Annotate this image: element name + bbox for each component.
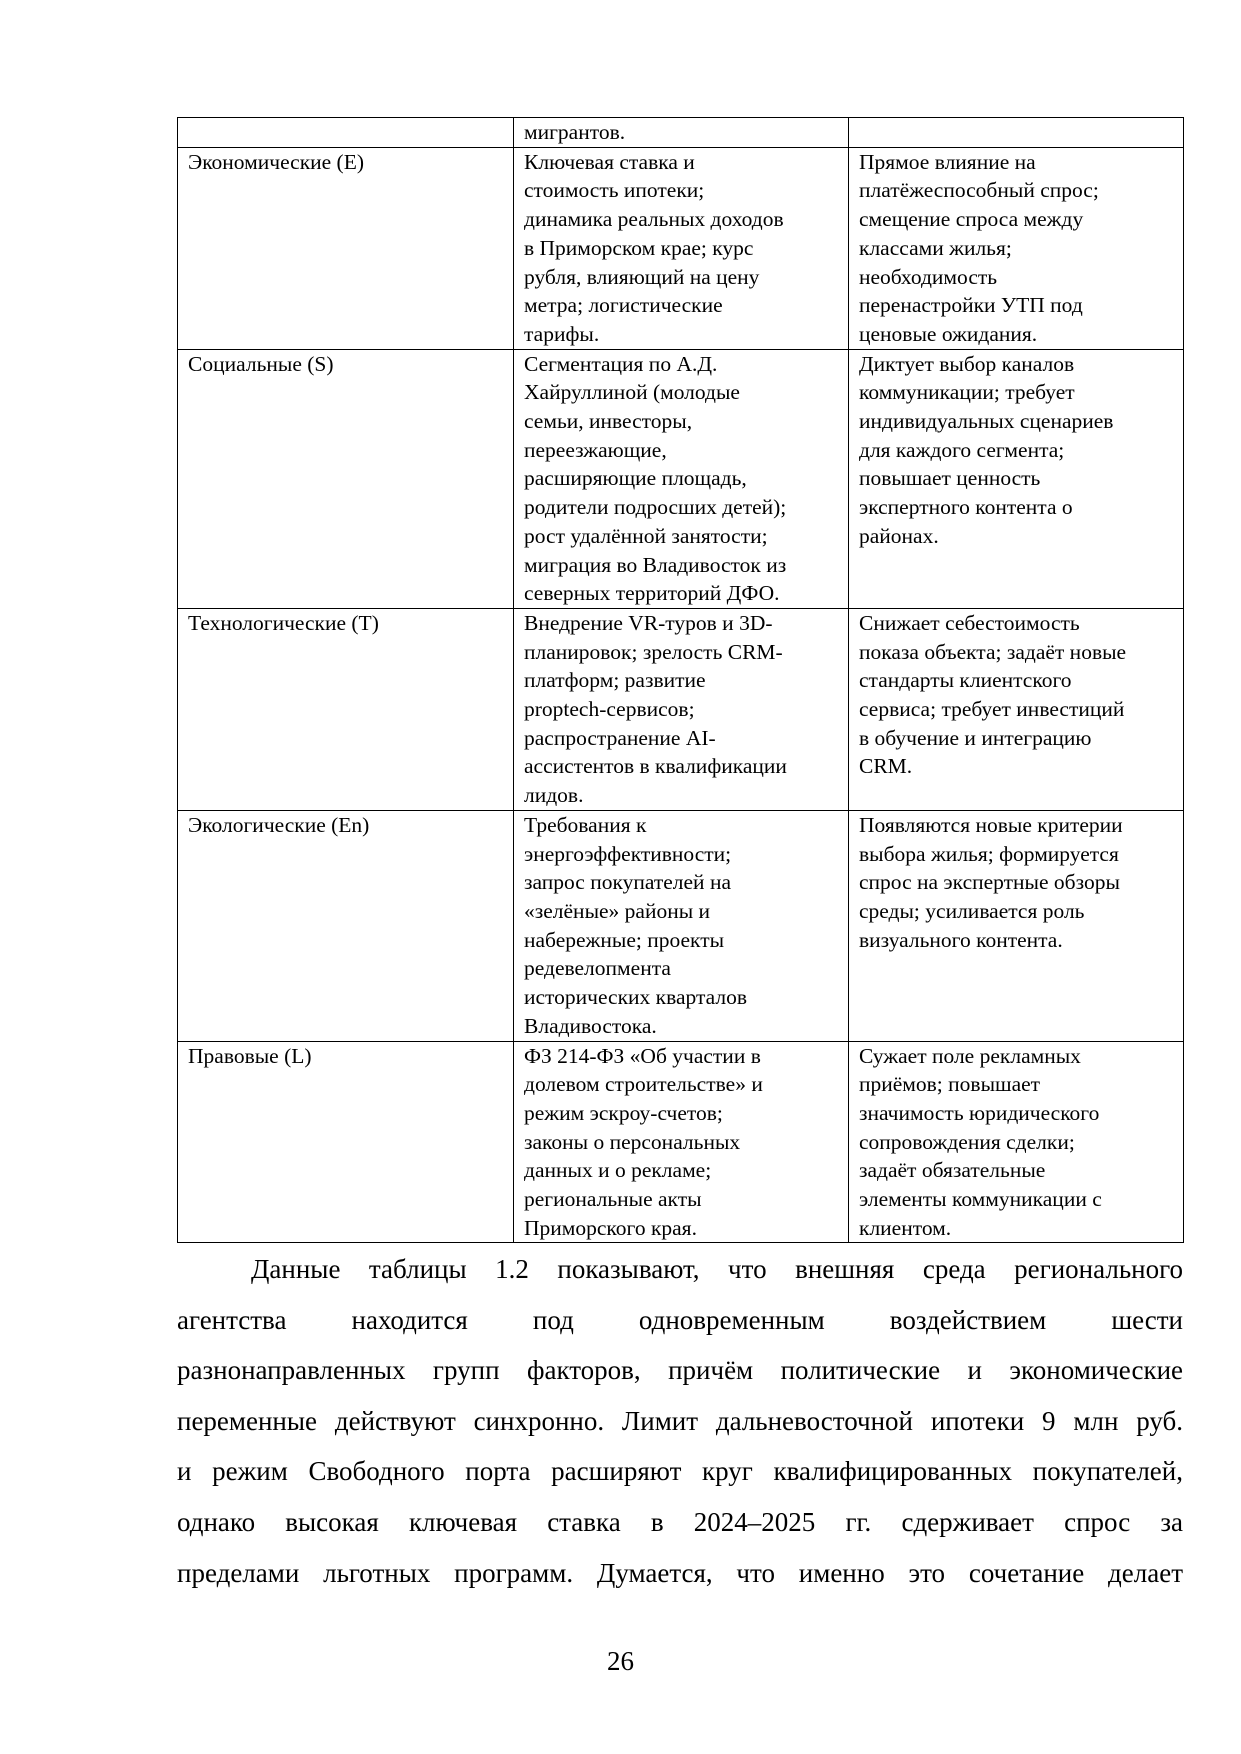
description-line: лидов. <box>524 783 584 808</box>
table-row <box>178 1041 1184 1243</box>
impact-line: индивидуальных сценариев <box>859 409 1114 434</box>
factor-cell: Экологические (En) <box>178 810 514 1041</box>
paragraph-line: разнонаправленных групп факторов, причём политические и экономические <box>177 1355 1183 1386</box>
impact-line: сопровождения сделки; <box>859 1129 1075 1154</box>
impact-line: среды; усиливается роль <box>859 898 1085 923</box>
table-body <box>178 118 1184 1243</box>
description-line: рост удалённой занятости; <box>524 523 768 548</box>
impact-line: клиентом. <box>859 1215 952 1240</box>
description-line: энергоэффективности; <box>524 841 732 866</box>
impact-line: Сужает поле рекламных <box>859 1043 1081 1068</box>
impact-line: платёжеспособный спрос; <box>859 178 1099 203</box>
description-line: данных и о рекламе; <box>524 1158 712 1183</box>
impact-line: смещение спроса между <box>859 207 1084 232</box>
impact-line: Снижает себестоимость <box>859 610 1080 635</box>
description-line: динамика реальных доходов <box>524 207 784 232</box>
impact-cell <box>849 608 1184 810</box>
description-line: платформ; развитие <box>524 668 706 693</box>
description-line: Приморского края. <box>524 1215 697 1240</box>
pest-factors-table <box>177 117 1184 1243</box>
table-row <box>178 118 1184 148</box>
description-cell <box>514 1041 849 1243</box>
impact-line: ценовые ожидания. <box>859 321 1038 346</box>
factor-cell: Технологические (T) <box>178 608 514 810</box>
description-cell <box>514 147 849 349</box>
table-row <box>178 608 1184 810</box>
description-line: тарифы. <box>524 321 600 346</box>
impact-line: перенастройки УТП под <box>859 293 1083 318</box>
description-line: Хайруллиной (молодые <box>524 380 740 405</box>
impact-line: визуального контента. <box>859 927 1063 952</box>
description-line: запрос покупателей на <box>524 870 731 895</box>
impact-line: значимость юридического <box>859 1100 1100 1125</box>
impact-line: экспертного контента о <box>859 495 1073 520</box>
impact-line: коммуникации; требует <box>859 380 1075 405</box>
description-line: Внедрение VR-туров и 3D- <box>524 610 773 635</box>
description-line: proptech-сервисов; <box>524 697 695 722</box>
description-line: метра; логистические <box>524 293 723 318</box>
description-cell <box>514 608 849 810</box>
description-line: распространение AI- <box>524 725 716 750</box>
description-cell <box>514 349 849 608</box>
description-line: Требования к <box>524 812 647 837</box>
description-line: рубля, влияющий на цену <box>524 264 760 289</box>
impact-line: для каждого сегмента; <box>859 437 1065 462</box>
description-line: «зелёные» районы и <box>524 898 711 923</box>
description-line: режим эскроу-счетов; <box>524 1100 723 1125</box>
paragraph-line: однако высокая ключевая ставка в 2024–2025 гг. сдерживает спрос за <box>177 1506 1183 1537</box>
description-line: редевелопмента <box>524 956 671 981</box>
description-line: семьи, инвесторы, <box>524 409 693 434</box>
description-line: переезжающие, <box>524 437 667 462</box>
impact-line: в обучение и интеграцию <box>859 725 1092 750</box>
impact-line: приёмов; повышает <box>859 1072 1041 1097</box>
description-cell <box>514 810 849 1041</box>
paragraph-line: пределами льготных программ. Думается, что именно это сочетание делает <box>177 1557 1183 1588</box>
impact-line: необходимость <box>859 264 998 289</box>
table-row <box>178 349 1184 608</box>
factor-cell <box>178 118 514 148</box>
impact-line: классами жилья; <box>859 235 1012 260</box>
impact-line: Диктует выбор каналов <box>859 351 1075 376</box>
description-line: ФЗ 214-ФЗ «Об участии в <box>524 1043 761 1068</box>
description-line: мигрантов. <box>524 120 626 144</box>
impact-line: Прямое влияние на <box>859 149 1036 174</box>
impact-line: задаёт обязательные <box>859 1158 1046 1183</box>
paragraph-line: переменные действуют синхронно. Лимит дальневосточной ипотеки 9 млн руб. <box>177 1405 1183 1436</box>
description-line: родители подросших детей); <box>524 495 787 520</box>
impact-line: показа объекта; задаёт новые <box>859 639 1127 664</box>
factor-cell: Правовые (L) <box>178 1041 514 1243</box>
impact-line: сервиса; требует инвестиций <box>859 697 1125 722</box>
impact-line: CRM. <box>859 754 913 779</box>
paragraph-line: агентства находится под одновременным воздействием шести <box>177 1304 1183 1335</box>
body-paragraph <box>177 1244 1183 1598</box>
impact-cell <box>849 810 1184 1041</box>
impact-line: выбора жилья; формируется <box>859 841 1119 866</box>
impact-cell <box>849 118 1184 148</box>
description-line: расширяющие площадь, <box>524 466 747 491</box>
impact-line: элементы коммуникации с <box>859 1187 1102 1212</box>
description-line: северных территорий ДФО. <box>524 581 780 606</box>
impact-cell <box>849 349 1184 608</box>
description-line: Владивостока. <box>524 1013 657 1038</box>
description-line: в Приморском крае; курс <box>524 235 754 260</box>
description-line: Ключевая ставка и <box>524 149 695 174</box>
paragraph-line: и режим Свободного порта расширяют круг квалифицированных покупателей, <box>177 1456 1183 1487</box>
description-line: миграция во Владивосток из <box>524 552 787 577</box>
description-line: стоимость ипотеки; <box>524 178 705 203</box>
impact-line: стандарты клиентского <box>859 668 1072 693</box>
impact-line: районах. <box>859 523 939 548</box>
description-line: планировок; зрелость CRM- <box>524 639 783 664</box>
description-line: региональные акты <box>524 1187 702 1212</box>
description-line: законы о персональных <box>524 1129 741 1154</box>
impact-line: Появляются новые критерии <box>859 812 1123 837</box>
description-line: набережные; проекты <box>524 927 725 952</box>
impact-line: спрос на экспертные обзоры <box>859 870 1120 895</box>
factor-cell: Социальные (S) <box>178 349 514 608</box>
impact-cell <box>849 147 1184 349</box>
table-row <box>178 810 1184 1041</box>
impact-line: повышает ценность <box>859 466 1041 491</box>
factor-cell: Экономические (E) <box>178 147 514 349</box>
page-number: 26 <box>607 1646 634 1676</box>
description-cell <box>514 118 849 148</box>
impact-cell <box>849 1041 1184 1243</box>
description-line: ассистентов в квалификации <box>524 754 787 779</box>
table-row <box>178 147 1184 349</box>
paragraph-line: Данные таблицы 1.2 показывают, что внешняя среда регионального <box>251 1254 1183 1284</box>
description-line: Сегментация по А.Д. <box>524 351 718 376</box>
description-line: исторических кварталов <box>524 985 748 1010</box>
description-line: долевом строительстве» и <box>524 1072 763 1097</box>
